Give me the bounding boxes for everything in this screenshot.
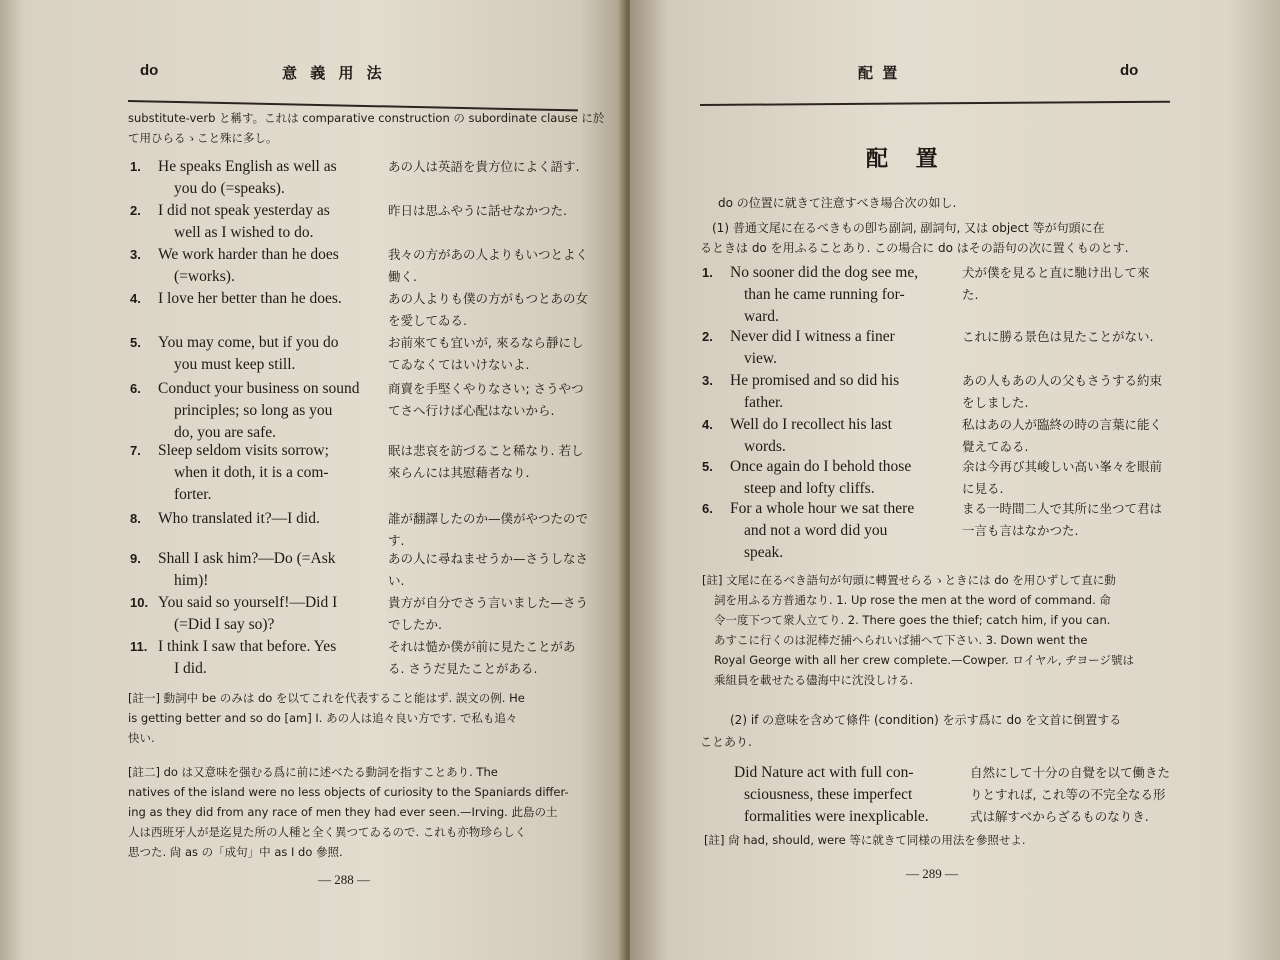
example-japanese: に見る. bbox=[962, 481, 1004, 496]
note-line: 詞を用ふる方普通なり. 1. Up rose the men at the word of command. 命 bbox=[714, 593, 1111, 607]
example-japanese: でしたか. bbox=[388, 617, 442, 632]
example-japanese: 商賣を手堅くやりなさい; さうやつ bbox=[388, 381, 584, 396]
example-japanese: 我々の方があの人よりもいつとよく bbox=[388, 247, 589, 262]
example-english: I did. bbox=[174, 660, 207, 677]
example-japanese: 式は解すべからざるものなりき. bbox=[970, 809, 1149, 824]
example-japanese: まる一時間二人で其所に坐つて君は bbox=[962, 501, 1163, 516]
note-line: あすこに行くのは泥棒だ捕へられいば捕へて下さい. 3. Down went the bbox=[714, 633, 1088, 647]
example-english: view. bbox=[744, 350, 777, 367]
example-japanese: 働く. bbox=[388, 269, 417, 284]
note-line: 人は西班牙人が是迄見た所の人種と全く異つてゐるので. これも亦物珍らしく bbox=[128, 825, 527, 839]
example-english: I did not speak yesterday as bbox=[158, 202, 330, 219]
example-english: Sleep seldom visits sorrow; bbox=[158, 442, 329, 459]
section-title: 配 置 bbox=[866, 147, 948, 172]
left-page bbox=[0, 0, 630, 960]
example-number: 3. bbox=[130, 247, 141, 262]
example-japanese: あの人よりも僕の方がもつとあの女 bbox=[388, 291, 589, 306]
example-english: do, you are safe. bbox=[174, 424, 276, 441]
example-japanese: す. bbox=[388, 533, 405, 548]
note-line: Royal George with all her crew complete.—Cowper. ロイヤル, ヂヨージ號は bbox=[714, 653, 1134, 667]
section-line: るときは do を用ふることあり. この場合に do はその語句の次に置くものとす. bbox=[700, 241, 1129, 255]
example-japanese: た. bbox=[962, 287, 979, 302]
example-english: I love her better than he does. bbox=[158, 290, 342, 307]
right-header-title: 配 置 bbox=[858, 64, 900, 82]
example-japanese: あの人に尋ねませうか—さうしなさ bbox=[388, 551, 589, 566]
example-number: 4. bbox=[702, 417, 713, 432]
example-number: 7. bbox=[130, 443, 141, 458]
example-japanese: 私はあの人が臨終の時の言葉に能く bbox=[962, 417, 1163, 432]
intro-line: substitute-verb と稱す。これは comparative construction の subordinate clause に於 bbox=[128, 111, 605, 125]
example-english: I think I saw that before. Yes bbox=[158, 638, 337, 655]
example-english: father. bbox=[744, 394, 784, 411]
example-number: 8. bbox=[130, 511, 141, 526]
example-japanese: てさへ行けば心配はないから. bbox=[388, 403, 555, 418]
example-japanese: これに勝る景色は見たことがない. bbox=[962, 329, 1154, 344]
example-english: sciousness, these imperfect bbox=[744, 786, 913, 803]
example-japanese: い. bbox=[388, 573, 405, 588]
example-english: You said so yourself!—Did I bbox=[158, 594, 338, 611]
example-english: forter. bbox=[174, 486, 212, 503]
right-intro: do の位置に就きて注意すべき場合次の如し. bbox=[718, 196, 957, 210]
example-english: you do (=speaks). bbox=[174, 180, 285, 197]
note-line: is getting better and so do [am] I. あの人は追々良い方です. で私も追々 bbox=[128, 711, 518, 725]
example-english: and not a word did you bbox=[744, 522, 888, 539]
left-header-word: do bbox=[140, 62, 159, 79]
example-english: He speaks English as well as bbox=[158, 158, 337, 175]
note-line: 思つた. 尙 as の「成句」中 as I do 參照. bbox=[128, 845, 343, 859]
note-line: [註二] do は又意味を强むる爲に前に述べたる動詞を指すことあり. The bbox=[128, 765, 498, 779]
example-english: Conduct your business on sound bbox=[158, 380, 360, 397]
example-english: formalities were inexplicable. bbox=[744, 808, 929, 825]
example-english: (=Did I say so)? bbox=[174, 616, 275, 633]
example-japanese: る. さうだ見たことがある. bbox=[388, 661, 538, 676]
example-english: Did Nature act with full con- bbox=[734, 764, 914, 781]
section-line: (2) if の意味を含めて條件 (condition) を示す爲に do を文首に倒置する bbox=[730, 713, 1122, 727]
example-number: 2. bbox=[702, 329, 713, 344]
example-english: Who translated it?—I did. bbox=[158, 510, 320, 527]
example-number: 5. bbox=[130, 335, 141, 350]
left-header-title: 意 義 用 法 bbox=[282, 64, 386, 82]
example-english: steep and lofty cliffs. bbox=[744, 480, 875, 497]
example-english: than he came running for- bbox=[744, 286, 905, 303]
section-line: (1) 普通文尾に在るべきもの卽ち副詞, 副詞句, 又は object 等が句頭に在 bbox=[712, 221, 1105, 235]
example-number: 11. bbox=[130, 639, 148, 654]
example-japanese: てゐなくてはいけないよ. bbox=[388, 357, 530, 372]
note-line: [註] 文尾に在るべき語句が句頭に轉置せらるゝときには do を用ひずして直に動 bbox=[702, 573, 1116, 587]
right-page-number: — 289 — bbox=[906, 866, 958, 881]
note-line: natives of the island were no less objects of curiosity to the Spaniards differ- bbox=[128, 785, 569, 799]
example-japanese: それは慥か僕が前に見たことがあ bbox=[388, 639, 576, 654]
right-header-rule bbox=[700, 101, 1170, 106]
section-line: ことあり. bbox=[700, 735, 752, 749]
example-english: We work harder than he does bbox=[158, 246, 339, 263]
example-number: 1. bbox=[130, 159, 141, 174]
example-japanese: 覺えてゐる. bbox=[962, 439, 1029, 454]
example-japanese: 余は今再び其峻しい高い峯々を眼前 bbox=[962, 459, 1163, 474]
example-english: He promised and so did his bbox=[730, 372, 900, 389]
example-japanese: 一言も言はなかつた. bbox=[962, 523, 1079, 538]
example-japanese: をしました. bbox=[962, 395, 1029, 410]
example-japanese: あの人もあの人の父もさうする約束 bbox=[962, 373, 1163, 388]
note-line: ing as they did from any race of men they had ever seen.—Irving. 此島の土 bbox=[128, 805, 558, 819]
left-page-number: — 288 — bbox=[318, 872, 370, 887]
example-english: No sooner did the dog see me, bbox=[730, 264, 919, 281]
example-english: (=works). bbox=[174, 268, 235, 285]
example-number: 1. bbox=[702, 265, 713, 280]
example-number: 4. bbox=[130, 291, 141, 306]
example-english: Never did I witness a finer bbox=[730, 328, 895, 345]
example-number: 10. bbox=[130, 595, 149, 610]
example-english: Shall I ask him?—Do (=Ask bbox=[158, 550, 336, 567]
right-header-word: do bbox=[1120, 62, 1139, 79]
example-japanese: を愛してゐる. bbox=[388, 313, 467, 328]
example-english: him)! bbox=[174, 572, 209, 589]
example-japanese: あの人は英語を貴方位によく語す. bbox=[388, 159, 580, 174]
example-japanese: お前來ても宜いが, 來るなら靜にし bbox=[388, 335, 584, 350]
example-english: well as I wished to do. bbox=[174, 224, 314, 241]
example-english: speak. bbox=[744, 544, 784, 561]
example-japanese: 誰が翻譯したのか—僕がやつたので bbox=[388, 511, 589, 526]
example-number: 3. bbox=[702, 373, 713, 388]
example-japanese: りとすれば, これ等の不完全なる形 bbox=[970, 787, 1166, 802]
example-english: when it doth, it is a com- bbox=[174, 464, 329, 481]
example-japanese: 貴方が自分でさう言いました—さう bbox=[388, 595, 589, 610]
example-number: 5. bbox=[702, 459, 713, 474]
example-english: Well do I recollect his last bbox=[730, 416, 892, 433]
example-number: 6. bbox=[130, 381, 141, 396]
example-japanese: 來らんには其慰藉者なり. bbox=[388, 465, 530, 480]
example-english: words. bbox=[744, 438, 786, 455]
example-japanese: 眠は悲哀を訪づること稀なり. 若し bbox=[388, 443, 584, 458]
intro-line: て用ひらるゝこと殊に多し。 bbox=[128, 131, 278, 145]
example-english: principles; so long as you bbox=[174, 402, 333, 419]
example-number: 2. bbox=[130, 203, 141, 218]
note-line: [註一] 動詞中 be のみは do を以てこれを代表すること能はず. 誤文の例. He bbox=[128, 691, 525, 705]
example-number: 6. bbox=[702, 501, 713, 516]
right-page bbox=[630, 0, 1280, 960]
example-english: you must keep still. bbox=[174, 356, 296, 373]
example-japanese: 昨日は思ふやうに話せなかつた. bbox=[388, 203, 567, 218]
example-english: ward. bbox=[744, 308, 779, 325]
right-note-2: [註] 尙 had, should, were 等に就きて同様の用法を參照せよ. bbox=[704, 833, 1026, 847]
note-line: 快い. bbox=[128, 731, 155, 745]
example-number: 9. bbox=[130, 551, 141, 566]
note-line: 乘組員を載せたる儘海中に沈没しける. bbox=[714, 673, 914, 687]
example-english: You may come, but if you do bbox=[158, 334, 339, 351]
example-english: Once again do I behold those bbox=[730, 458, 912, 475]
note-line: 令一度下つて衆人立てり. 2. There goes the thief; catch him, if you can. bbox=[714, 613, 1111, 627]
example-japanese: 犬が僕を見ると直に馳け出して來 bbox=[962, 265, 1150, 280]
example-japanese: 自然にして十分の自覺を以て働きた bbox=[970, 765, 1171, 780]
example-english: For a whole hour we sat there bbox=[730, 500, 915, 517]
